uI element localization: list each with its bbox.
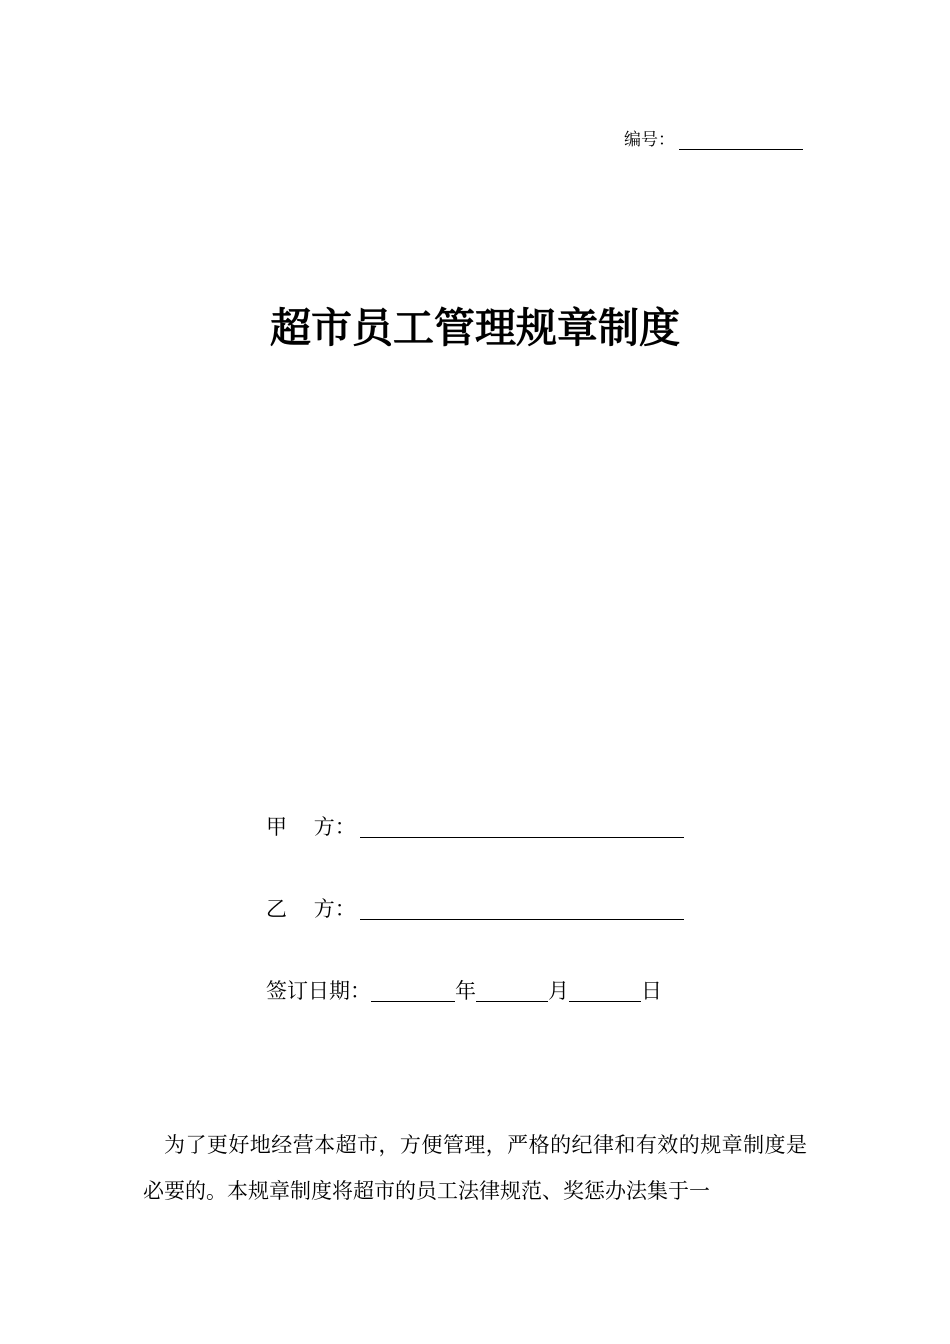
month-blank-line [476,979,548,1002]
day-label: 日 [641,979,662,1003]
party-b-field [266,894,684,924]
year-label: 年 [455,979,476,1003]
day-blank-line [569,979,641,1002]
serial-number-blank-line [679,131,803,150]
intro-paragraph: 为了更好地经营本超市，方便管理，严格的纪律和有效的规章制度是必要的。本规章制度将超市的员工法律规范、奖惩办法集于一 [143,1133,807,1203]
signing-date-label: 签订日期： [266,979,371,1003]
party-a-blank-line [360,815,684,838]
year-blank-line [371,979,455,1002]
signing-date-field [266,976,662,1006]
serial-number-field [624,124,803,150]
party-a-label: 甲 方： [266,815,356,839]
serial-number-label: 编号： [624,130,675,150]
party-a-field [266,812,684,842]
party-b-blank-line [360,897,684,920]
party-b-label: 乙 方： [266,897,356,921]
document-title: 超市员工管理规章制度 [270,304,680,352]
month-label: 月 [548,979,569,1003]
